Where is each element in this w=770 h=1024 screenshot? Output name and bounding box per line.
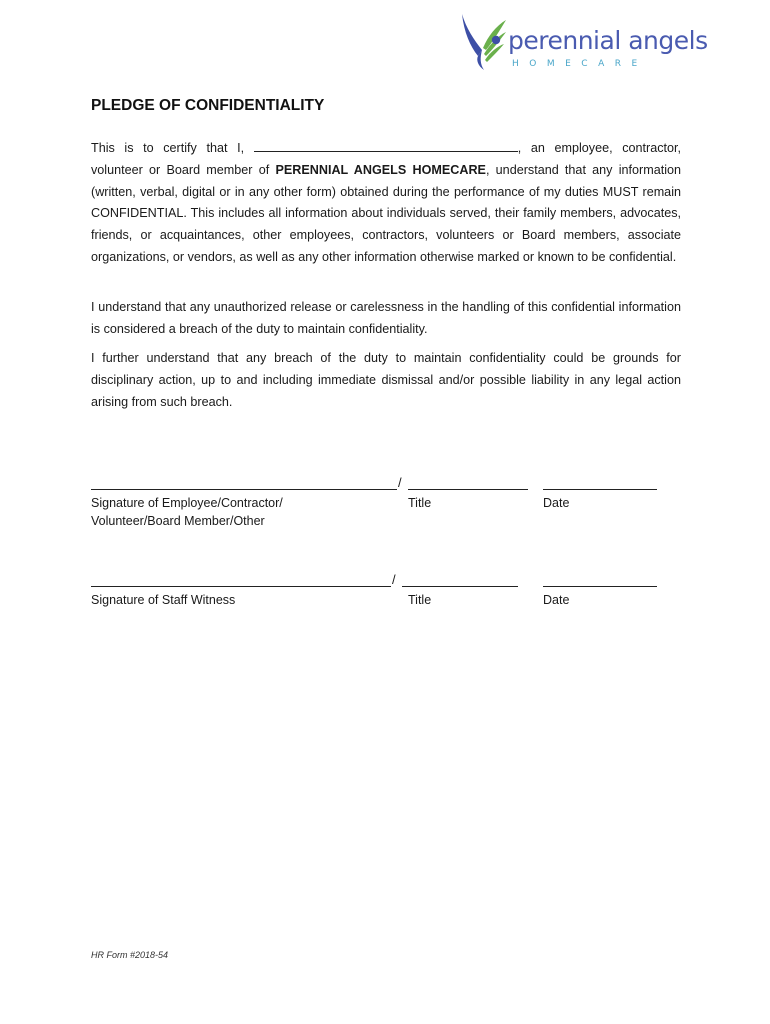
witness-date-line[interactable]	[543, 586, 657, 587]
employee-signature-label-line1: Signature of Employee/Contractor/	[91, 496, 283, 510]
form-number: HR Form #2018-54	[91, 950, 169, 960]
certification-paragraph	[91, 138, 681, 269]
employee-title-line[interactable]	[408, 489, 528, 490]
employee-date-label: Date	[543, 496, 570, 510]
logo-name: perennial angels	[508, 26, 708, 55]
witness-title-line[interactable]	[402, 586, 518, 587]
breach-paragraph: I understand that any unauthorized release or carelessness in the handling of this confidential information is considered a breach of the duty to maintain confidentiality.	[91, 300, 681, 336]
witness-title-label: Title	[408, 593, 432, 607]
angel-figure-icon	[456, 10, 506, 70]
witness-date-label: Date	[543, 593, 570, 607]
employee-signature-label-line2: Volunteer/Board Member/Other	[91, 514, 265, 528]
witness-signature-label: Signature of Staff Witness	[91, 593, 236, 607]
certify-middle: , an employee, contractor, volunteer or Board member of	[91, 141, 681, 177]
page-title: PLEDGE OF CONFIDENTIALITY	[91, 97, 325, 114]
company-name: PERENNIAL ANGELS HOMECARE	[275, 162, 486, 177]
company-logo	[456, 10, 708, 72]
certify-prefix: This is to certify that I,	[91, 141, 254, 155]
employee-signature-line[interactable]	[91, 489, 397, 490]
certify-suffix: , understand that any information (written, verbal, digital or in any other form) obtained during the performance of my duties MUST remain CONFIDENTIAL. This includes all information about individuals served, their family members, advocates, friends, or acquaintances, other employees, contractors, volunteers or Board members, associate organizations, or vendors, as well as any other information otherwise marked or known to be confidential.	[91, 162, 682, 264]
witness-title-separator: /	[392, 572, 396, 587]
logo-subtitle: HOMECARE	[512, 59, 648, 69]
witness-signature-line[interactable]	[91, 586, 391, 587]
name-blank-field[interactable]	[254, 139, 518, 152]
employee-date-line[interactable]	[543, 489, 657, 490]
consequences-paragraph: I further understand that any breach of the duty to maintain confidentiality could be grounds for disciplinary action, up to and including immediate dismissal and/or possible liability in any legal action arising from such breach.	[91, 351, 681, 409]
signature-title-separator: /	[398, 475, 402, 490]
employee-title-label: Title	[408, 496, 432, 510]
